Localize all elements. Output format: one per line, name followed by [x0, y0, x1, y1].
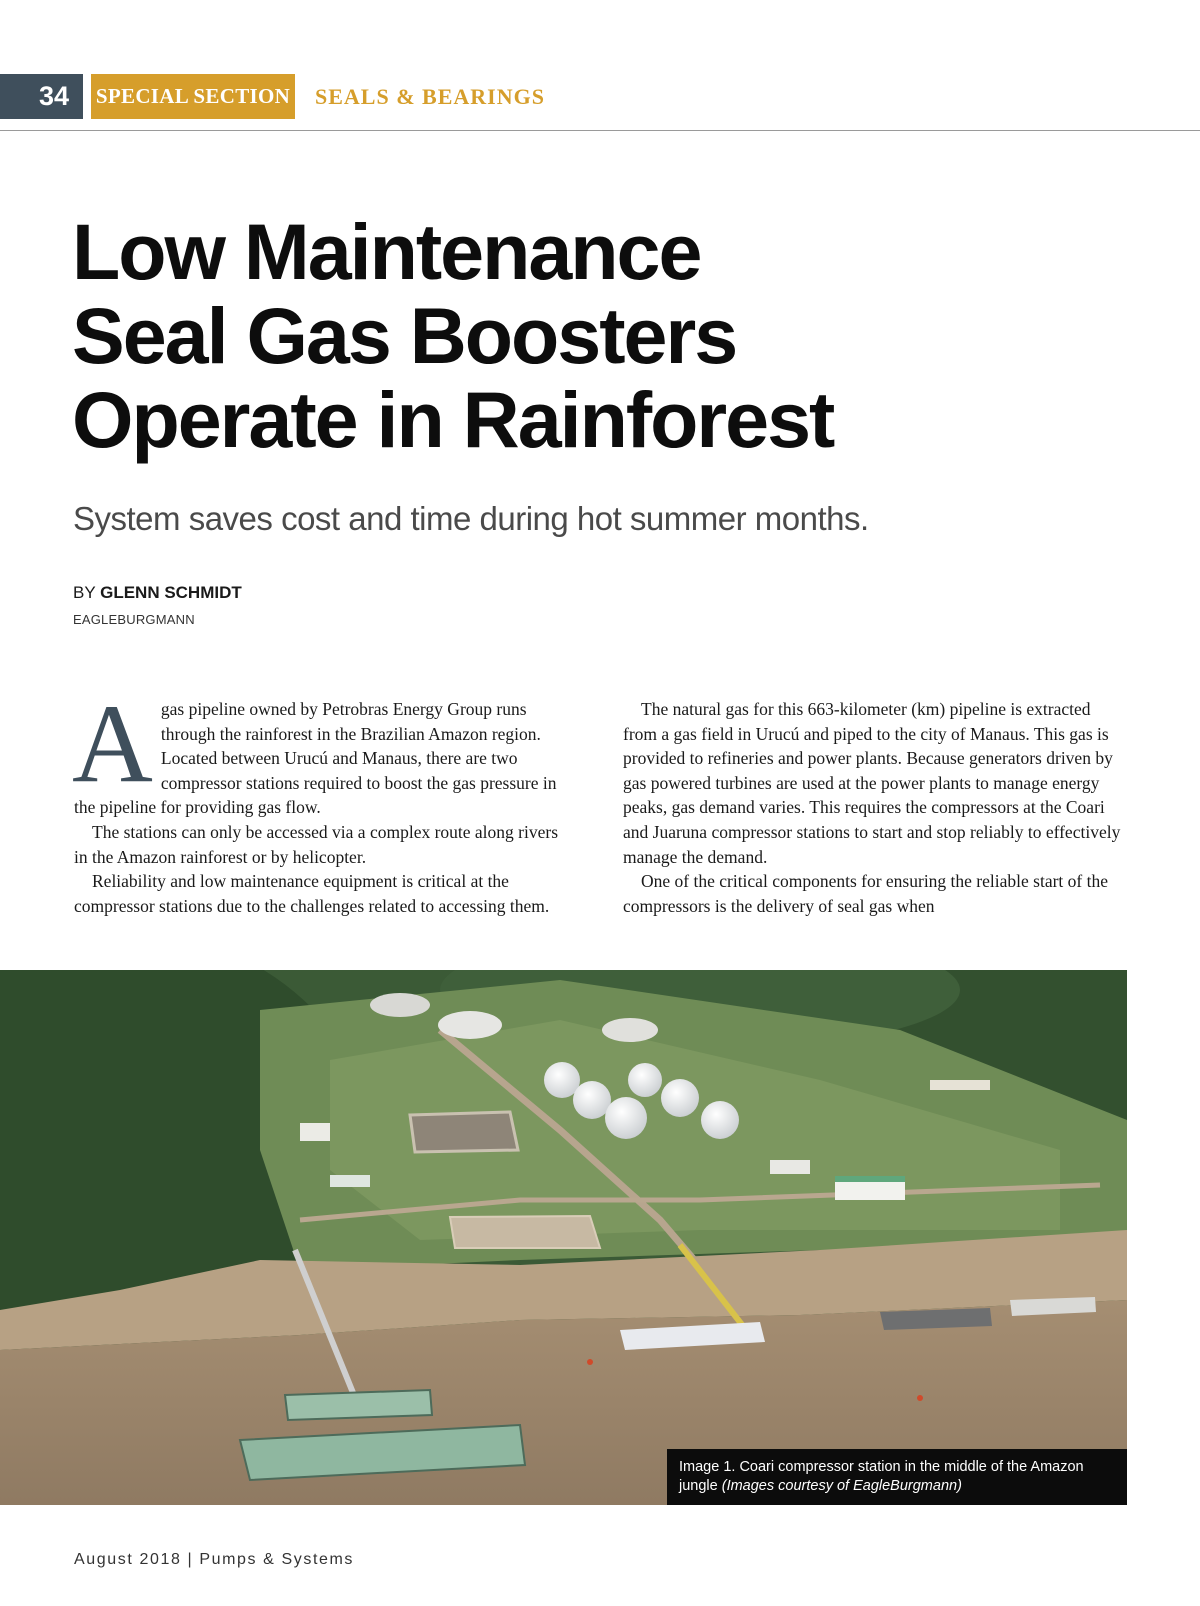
article-column-left — [72, 682, 574, 918]
footer-separator: | — [181, 1551, 200, 1568]
paragraph: The natural gas for this 663-kilometer (km) pipeline is extracted from a gas field in Urucú and piped to the city of Manaus. This gas is provided to refineries and power plants. Because generators driven by gas powered turbines are used at the power plants to manage energy peaks, gas demand varies. This requires the compressors at the Coari and Juaruna compressor stations to start and stop reliably to effectively manage the demand. — [623, 699, 1121, 867]
paragraph: The stations can only be accessed via a complex route along rivers in the Amazon rainforest or by helicopter. — [74, 821, 559, 867]
aerial-photo-compressor-station — [0, 970, 1127, 1505]
paragraph — [72, 682, 574, 820]
author-name: GLENN SCHMIDT — [100, 583, 242, 602]
section-topic: SEALS & BEARINGS — [315, 83, 545, 109]
byline — [73, 583, 242, 603]
caption-text: Image 1. Coari compressor station in the middle of the Amazon jungle — [679, 1459, 1084, 1494]
issue-date: August 2018 — [74, 1551, 182, 1568]
byline-prefix: BY — [73, 583, 101, 602]
special-section-tag: SPECIAL SECTION — [91, 74, 295, 119]
title-line-3: Operate in Rainforest — [72, 375, 834, 464]
aerial-photo-illustration — [0, 970, 1127, 1505]
title-line-1: Low Maintenance — [72, 207, 701, 296]
caption-credit: (Images courtesy of EagleBurgmann) — [721, 1478, 962, 1494]
page-footer — [74, 1551, 354, 1569]
author-company: EAGLEBURGMANN — [73, 612, 195, 627]
image-caption — [667, 1449, 1127, 1505]
article-title — [72, 207, 1122, 464]
paragraph: Reliability and low maintenance equipment is critical at the compressor stations due to the challenges related to accessing them. — [74, 871, 550, 916]
title-line-2: Seal Gas Boosters — [72, 291, 737, 380]
page-number: 34 — [0, 74, 83, 119]
paragraph-text: gas pipeline owned by Petrobras Energy Group runs through the rainforest in the Brazilian Amazon region. Located between Urucú and Manaus, there are two compressor stations required to boost the gas pressure in the pipeline for providing gas flow. — [74, 699, 557, 818]
header-divider — [0, 130, 1200, 131]
paragraph: One of the critical components for ensuring the reliable start of the compressors is the delivery of seal gas when — [623, 871, 1108, 916]
publication-name: Pumps & Systems — [199, 1551, 355, 1568]
drop-cap: A — [72, 682, 153, 806]
article-column-right — [623, 697, 1123, 918]
article-subtitle: System saves cost and time during hot summer months. — [73, 500, 869, 537]
